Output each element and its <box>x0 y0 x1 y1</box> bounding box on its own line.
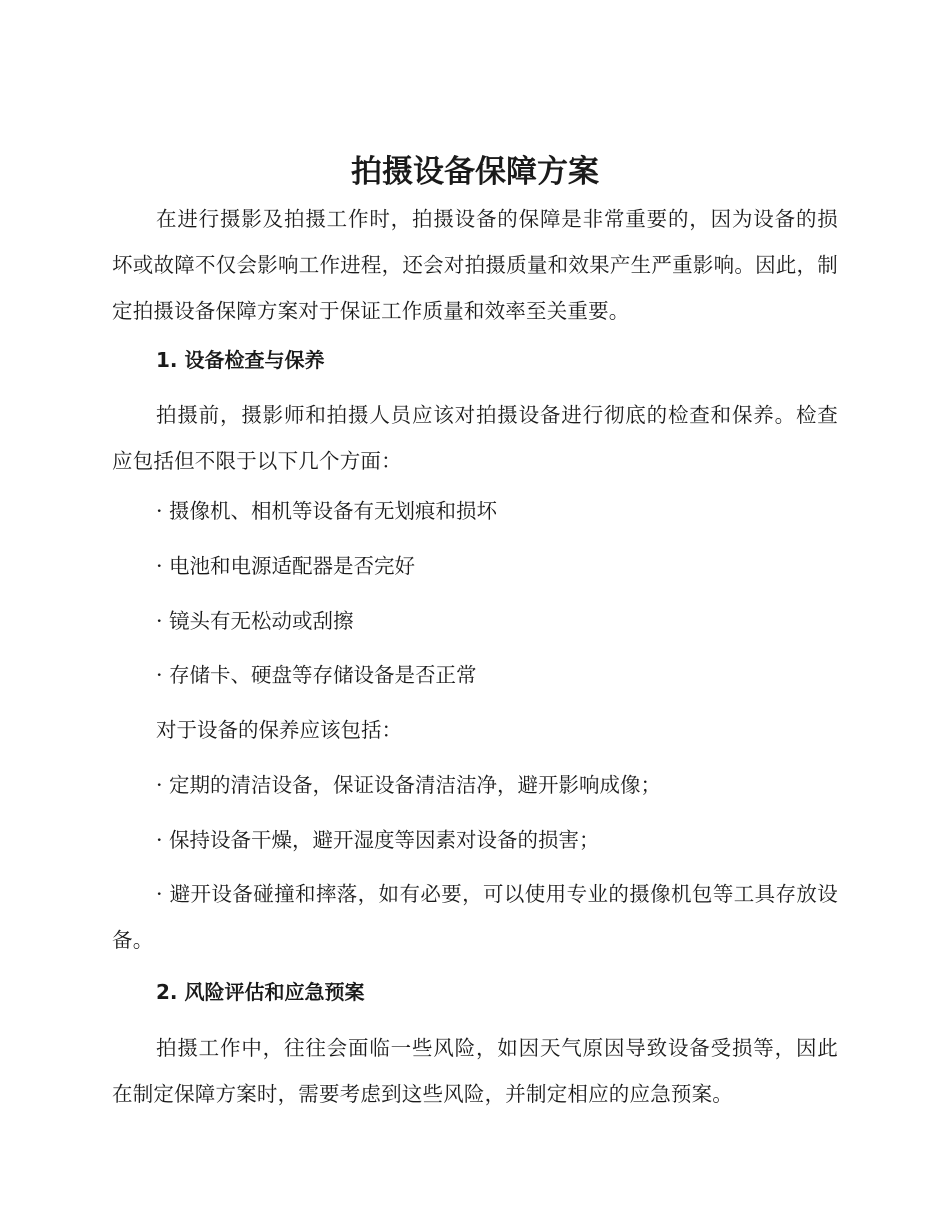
document-title: 拍摄设备保障方案 <box>351 154 599 190</box>
check-item: · 镜头有无松动或刮擦 <box>156 609 354 633</box>
check-item: · 电池和电源适配器是否完好 <box>156 554 416 578</box>
section-2-paragraph: 拍摄工作中，往往会面临一些风险，如因天气原因导致设备受损等，因此在制定保障方案时，需要考虑到这些风险，并制定相应的应急预案。 <box>112 1036 838 1106</box>
check-item: · 存储卡、硬盘等存储设备是否正常 <box>156 663 477 687</box>
maintenance-item: · 保持设备干燥，避开湿度等因素对设备的损害； <box>156 828 600 852</box>
intro-paragraph: 在进行摄影及拍摄工作时，拍摄设备的保障是非常重要的，因为设备的损坏或故障不仅会影响工作进程，还会对拍摄质量和效果产生严重影响。因此，制定拍摄设备保障方案对于保证工作质量和效率至关重要。 <box>112 207 838 323</box>
section-2-heading: 2. 风险评估和应急预案 <box>156 980 365 1004</box>
check-item: · 摄像机、相机等设备有无划痕和损坏 <box>156 499 498 523</box>
maintenance-item: · 定期的清洁设备，保证设备清洁洁净，避开影响成像； <box>156 773 662 797</box>
section-1-paragraph: 拍摄前，摄影师和拍摄人员应该对拍摄设备进行彻底的检查和保养。检查应包括但不限于以下几个方面： <box>112 403 838 473</box>
maintenance-item: · 避开设备碰撞和摔落，如有必要，可以使用专业的摄像机包等工具存放设备。 <box>112 882 838 952</box>
section-1-heading: 1. 设备检查与保养 <box>156 348 325 372</box>
maintenance-intro: 对于设备的保养应该包括： <box>156 718 402 742</box>
